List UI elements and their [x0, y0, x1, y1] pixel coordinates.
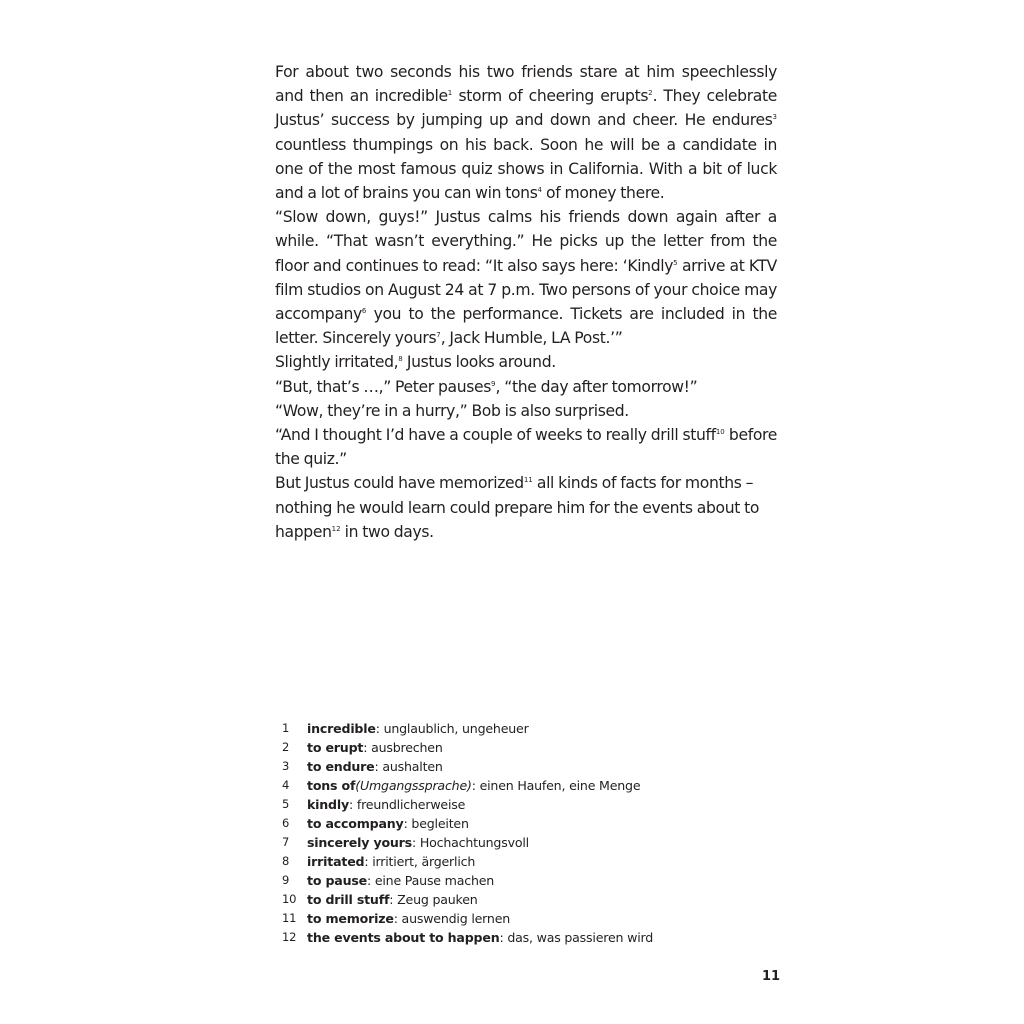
footnote-term: sincerely yours [307, 835, 412, 850]
text-run: , “the day after tomorrow!” [495, 377, 698, 396]
text-run: , Jack Humble, LA Post.’” [440, 329, 623, 348]
footnote-note: (Umgangssprache) [355, 778, 472, 793]
text-run: arrive at KTV film studios on August 24 at 7 p.m. Two persons of your choice may accompany [275, 256, 777, 324]
footnote-ref-3: 3 [772, 113, 777, 122]
paragraph-1 [275, 60, 777, 205]
footnote-number: 7 [282, 835, 290, 849]
footnote-item [282, 871, 782, 890]
footnote-ref-1: 1 [447, 89, 453, 98]
text-run: “But, that’s …,” Peter pauses [275, 377, 492, 396]
footnote-term: to memorize [307, 911, 394, 926]
footnote-ref-11: 11 [523, 476, 533, 485]
paragraph-6 [275, 423, 777, 471]
footnote-ref-6: 6 [361, 307, 367, 316]
footnote-ref-12: 12 [331, 524, 341, 533]
text-run: storm of cheering erupts [452, 87, 649, 106]
footnote-number: 1 [282, 721, 290, 735]
paragraph-4 [275, 375, 777, 399]
footnote-ref-4: 4 [537, 186, 542, 195]
footnote-item [282, 890, 782, 909]
footnote-item [282, 833, 782, 852]
footnote-gloss: : begleiten [403, 816, 469, 831]
footnote-number: 3 [282, 759, 290, 773]
footnote-gloss: : ausbrechen [363, 740, 443, 755]
footnote-number: 6 [282, 816, 290, 830]
footnote-item [282, 814, 782, 833]
paragraph-3 [275, 350, 777, 374]
footnote-item [282, 738, 782, 757]
footnote-term: to endure [307, 759, 375, 774]
footnote-item [282, 928, 782, 947]
footnote-number: 2 [282, 740, 290, 754]
footnote-gloss: : Zeug pauken [389, 892, 478, 907]
text-run: in two days. [340, 522, 434, 541]
footnote-term: to pause [307, 873, 367, 888]
footnote-gloss: : das, was passieren wird [499, 930, 654, 945]
footnote-ref-5: 5 [673, 258, 678, 267]
text-run: But Justus could have memorized [275, 474, 524, 493]
footnote-item [282, 719, 782, 738]
text-run: all kinds of facts for months – nothing he would learn could prepare him for the events about to happen [275, 474, 760, 541]
footnote-item [282, 776, 782, 795]
text-run: you to the performance. Tickets are included in the letter. Sincerely yours [275, 305, 777, 348]
paragraph-5 [275, 399, 777, 423]
footnote-number: 9 [282, 873, 290, 887]
footnote-ref-7: 7 [436, 331, 441, 340]
paragraph-7 [275, 471, 777, 544]
text-run: of money there. [541, 184, 665, 203]
footnote-number: 11 [282, 911, 297, 925]
text-run: . They celebrate Justus’ success by jumping up and down and cheer. He endures [275, 87, 777, 130]
page-number: 11 [762, 969, 781, 984]
footnote-ref-10: 10 [715, 428, 725, 437]
footnote-gloss: : unglaublich, ungeheuer [375, 721, 529, 736]
footnote-term: incredible [307, 721, 376, 736]
footnote-gloss: : Hochachtungsvoll [411, 835, 529, 850]
footnote-item [282, 909, 782, 928]
footnote-gloss: : einen Haufen, eine Menge [471, 778, 641, 793]
text-run: “Wow, they’re in a hurry,” Bob is also surprised. [275, 401, 629, 420]
footnote-ref-9: 9 [491, 379, 496, 388]
footnote-gloss: : eine Pause machen [366, 873, 495, 888]
footnote-number: 10 [282, 892, 297, 906]
footnote-term: tons of [307, 778, 356, 793]
text-run: before the quiz.” [275, 426, 777, 469]
footnote-number: 8 [282, 854, 290, 868]
footnote-item [282, 795, 782, 814]
text-run: countless thumpings on his back. Soon he will be a candidate in one of the most famous quiz shows in California. With a bit of luck and a lot of brains you can win tons [275, 135, 777, 203]
text-run: “And I thought I’d have a couple of weeks to really drill stuff [275, 426, 716, 445]
text-run: For about two seconds his two friends stare at him speechlessly and then an incredible [275, 63, 777, 106]
footnote-ref-2: 2 [648, 89, 653, 98]
footnote-number: 12 [282, 930, 297, 944]
footnote-term: to drill stuff [307, 892, 390, 907]
footnote-gloss: : auswendig lernen [393, 911, 511, 926]
paragraph-2 [275, 205, 777, 350]
footnotes-list [282, 719, 782, 947]
footnote-term: irritated [307, 854, 365, 869]
text-run: Justus looks around. [402, 353, 556, 372]
footnote-number: 5 [282, 797, 290, 811]
footnote-gloss: : aushalten [374, 759, 443, 774]
footnote-term: to accompany [307, 816, 404, 831]
footnote-term: the events about to happen [307, 930, 500, 945]
text-run: Slightly irritated, [275, 353, 399, 372]
footnote-gloss: : freundlicherweise [349, 797, 466, 812]
body-text [275, 60, 777, 544]
footnote-ref-8: 8 [398, 355, 403, 364]
footnote-term: kindly [307, 797, 349, 812]
footnote-item [282, 852, 782, 871]
footnote-gloss: : irritiert, ärgerlich [364, 854, 476, 869]
footnote-term: to erupt [307, 740, 364, 755]
text-run: “Slow down, guys!” Justus calms his friends down again after a while. “That wasn’t everything.” He picks up the letter from the floor and continues to read: “It also says here: ‘Kindly [275, 208, 777, 275]
footnote-number: 4 [282, 778, 290, 792]
footnote-item [282, 757, 782, 776]
